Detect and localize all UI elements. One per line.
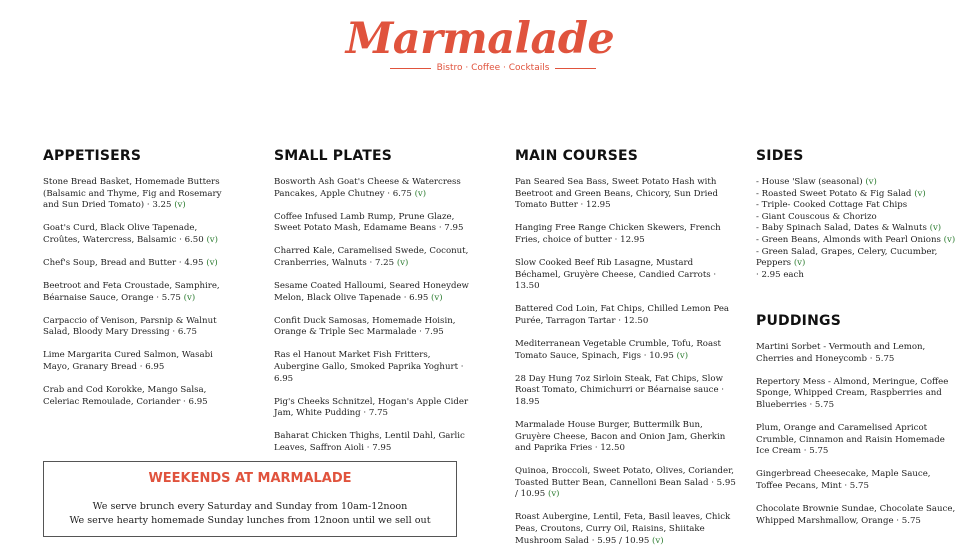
menu-item-text: Roast Aubergine, Lentil, Feta, Basil leaves, Chick Peas, Croutons, Curry Oil, Raisins, Shiitake Mushroom Salad · 5.95 / 10.95 [515, 512, 731, 546]
vegetarian-mark: (v) [793, 258, 806, 269]
menu-item-text: - Triple- Cooked Cottage Fat Chips [756, 200, 908, 211]
menu-item-text: - House 'Slaw (seasonal) [756, 177, 863, 187]
sides-heading: SIDES [756, 148, 804, 164]
menu-item-text: Battered Cod Loin, Fat Chips, Chilled Lemon Pea Purée, Tarragon Tartar · 12.50 [515, 304, 730, 326]
menu-item [274, 246, 474, 269]
vegetarian-mark: (v) [183, 292, 196, 303]
weekends-box [43, 461, 457, 537]
menu-item-text: - Roasted Sweet Potato & Fig Salad [756, 188, 912, 199]
small-plates-heading: SMALL PLATES [274, 148, 393, 164]
menu-item [756, 270, 956, 282]
menu-item-text: - Green Beans, Almonds with Pearl Onions [756, 234, 941, 245]
menu-item [43, 258, 233, 270]
small-plates-section [274, 148, 474, 466]
menu-item-text: Quinoa, Broccoli, Sweet Potato, Olives, Coriander, Toasted Butter Bean, Cannelloni Bean Salad · 5.95 / 10.95 [515, 466, 736, 500]
menu-item [43, 385, 233, 408]
menu-item-text: Martini Sorbet - Vermouth and Lemon, Cherries and Honeycomb · 5.75 [756, 342, 926, 364]
menu-item-text: Pan Seared Sea Bass, Sweet Potato Hash with Beetroot and Green Beans, Chicory, Sun Dried Tomato Butter · 12.95 [515, 177, 718, 211]
menu-item-text: Crab and Cod Korokke, Mango Salsa, Celeriac Remoulade, Coriander · 6.95 [43, 385, 208, 407]
menu-item [756, 200, 956, 212]
vegetarian-mark: (v) [547, 489, 560, 500]
sides-list [756, 177, 956, 281]
vegetarian-mark: (v) [929, 223, 942, 234]
appetisers-heading: APPETISERS [43, 148, 142, 164]
menu-item [756, 377, 956, 412]
menu-item [756, 177, 956, 189]
menu-item [515, 374, 737, 409]
appetisers-section [43, 148, 233, 420]
vegetarian-mark: (v) [206, 234, 219, 245]
menu-item [756, 235, 956, 247]
menu-item-text: Slow Cooked Beef Rib Lasagne, Mustard Béchamel, Gruyère Cheese, Candied Carrots · 13.50 [515, 257, 717, 292]
menu-item-text: - Green Salad, Grapes, Celery, Cucumber, Peppers [756, 246, 938, 269]
brand-logo [0, 14, 960, 64]
vegetarian-mark: (v) [914, 188, 926, 199]
menu-item [756, 423, 956, 458]
menu-item-text: Bosworth Ash Goat's Cheese & Watercress Pancakes, Apple Chutney · 6.75 [274, 177, 461, 199]
appetisers-list [43, 177, 233, 408]
menu-item-text: Marmalade House Burger, Buttermilk Bun, Gruyère Cheese, Bacon and Onion Jam, Gherkin and Paprika Fries · 12.50 [515, 419, 726, 454]
menu-item [756, 247, 956, 270]
vegetarian-mark: (v) [431, 292, 443, 303]
menu-item [43, 350, 233, 373]
menu-item [756, 469, 956, 492]
menu-item-text: Coffee Infused Lamb Rump, Prune Glaze, Sweet Potato Mash, Edamame Beans · 7.95 [274, 211, 464, 234]
menu-item [274, 177, 474, 200]
menu-item-text: Repertory Mess - Almond, Meringue, Coffee Sponge, Whipped Cream, Raspberries and Blueberries · 5.75 [756, 376, 949, 410]
menu-item-text: Confit Duck Samosas, Homemade Hoisin, Orange & Triple Sec Marmalade · 7.95 [274, 315, 456, 338]
main-courses-section [515, 148, 737, 559]
menu-item-text: Pig's Cheeks Schnitzel, Hogan's Apple Cider Jam, White Pudding · 7.75 [274, 396, 469, 419]
menu-item-text: 28 Day Hung 7oz Sirloin Steak, Fat Chips, Slow Roast Tomato, Chimichurri or Béarnaise sauce · 18.95 [515, 373, 725, 407]
menu-item [274, 350, 474, 385]
brand-tagline-row [390, 63, 596, 73]
vegetarian-mark: (v) [652, 535, 664, 546]
puddings-list [756, 342, 956, 527]
menu-item [515, 223, 737, 246]
vegetarian-mark: (v) [414, 188, 427, 199]
puddings-section [756, 313, 956, 539]
menu-item [756, 504, 956, 527]
small-plates-list [274, 177, 474, 455]
menu-item-text: Charred Kale, Caramelised Swede, Coconut, Cranberries, Walnuts · 7.25 [274, 246, 469, 268]
menu-item-text: Chocolate Brownie Sundae, Chocolate Sauce, Whipped Marshmallow, Orange · 5.75 [756, 503, 956, 526]
menu-item [274, 316, 474, 339]
sides-section [756, 148, 956, 281]
weekends-brunch-line: We serve brunch every Saturday and Sunday from 10am-12noon [92, 501, 408, 512]
menu-item [274, 431, 474, 454]
menu-item [43, 281, 233, 304]
menu-item [756, 342, 956, 365]
vegetarian-mark: (v) [174, 200, 186, 211]
menu-item [515, 512, 737, 547]
menu-item-text: Beetroot and Feta Croustade, Samphire, Béarnaise Sauce, Orange · 5.75 [43, 281, 220, 303]
menu-item [756, 189, 956, 201]
menu-item-text: Ras el Hanout Market Fish Fritters, Aubergine Gallo, Smoked Paprika Yoghurt · 6.95 [274, 350, 464, 384]
menu-item [43, 223, 233, 246]
menu-item [43, 316, 233, 339]
menu-item-text: Lime Margarita Cured Salmon, Wasabi Mayo, Granary Bread · 6.95 [43, 350, 213, 373]
menu-item [274, 397, 474, 420]
brand-name: Marmalade [345, 14, 615, 64]
menu-item-text: Hanging Free Range Chicken Skewers, French Fries, choice of butter · 12.95 [515, 223, 721, 245]
menu-item [274, 281, 474, 304]
menu-item-text: Baharat Chicken Thighs, Lentil Dahl, Garlic Leaves, Saffron Aioli · 7.95 [274, 431, 465, 453]
menu-item-text: Stone Bread Basket, Homemade Butters (Balsamic and Thyme, Fig and Rosemary and Sun Dried Tomato) · 3.25 [43, 177, 222, 211]
menu-item [515, 304, 737, 327]
weekends-lunch-line: We serve hearty homemade Sunday lunches from 12noon until we sell out [69, 515, 431, 526]
menu-item [515, 466, 737, 501]
menu-item-text: Chef's Soup, Bread and Butter · 4.95 [43, 257, 204, 268]
menu-item [515, 177, 737, 212]
menu-item [515, 420, 737, 455]
puddings-heading: PUDDINGS [756, 313, 841, 329]
menu-item [756, 212, 956, 224]
menu-item-text: Mediterranean Vegetable Crumble, Tofu, Roast Tomato Sauce, Spinach, Figs · 10.95 [515, 338, 721, 361]
menu-item-text: Goat's Curd, Black Olive Tapenade, Croûtes, Watercress, Balsamic · 6.50 [43, 223, 204, 245]
main-courses-heading: MAIN COURSES [515, 148, 639, 164]
menu-item [274, 212, 474, 235]
vegetarian-mark: (v) [943, 234, 956, 245]
tagline-rule-left [390, 68, 431, 69]
menu-item [756, 223, 956, 235]
tagline-rule-right [555, 68, 596, 69]
menu-item [43, 177, 233, 212]
vegetarian-mark: (v) [206, 257, 218, 268]
menu-item-text: Plum, Orange and Caramelised Apricot Crumble, Cinnamon and Raisin Homemade Ice Cream · 5.75 [756, 422, 945, 457]
menu-item-text: - Baby Spinach Salad, Dates & Walnuts [756, 223, 927, 234]
menu-item-text: Sesame Coated Halloumi, Seared Honeydew Melon, Black Olive Tapenade · 6.95 [274, 281, 469, 303]
weekends-title: WEEKENDS AT MARMALADE [148, 471, 352, 486]
main-courses-list [515, 177, 737, 547]
vegetarian-mark: (v) [396, 257, 409, 268]
menu-item [515, 339, 737, 362]
menu-item-text: Gingerbread Cheesecake, Maple Sauce, Toffee Pecans, Mint · 5.75 [756, 469, 931, 491]
menu-item-text: - Giant Couscous & Chorizo [756, 211, 877, 222]
menu-item-text: · 2.95 each [756, 269, 804, 280]
menu-item [515, 258, 737, 293]
menu-item-text: Carpaccio of Venison, Parsnip & Walnut Salad, Bloody Mary Dressing · 6.75 [43, 315, 217, 338]
vegetarian-mark: (v) [676, 350, 689, 361]
brand-tagline: Bistro · Coffee · Cocktails [436, 63, 550, 73]
vegetarian-mark: (v) [865, 177, 877, 187]
